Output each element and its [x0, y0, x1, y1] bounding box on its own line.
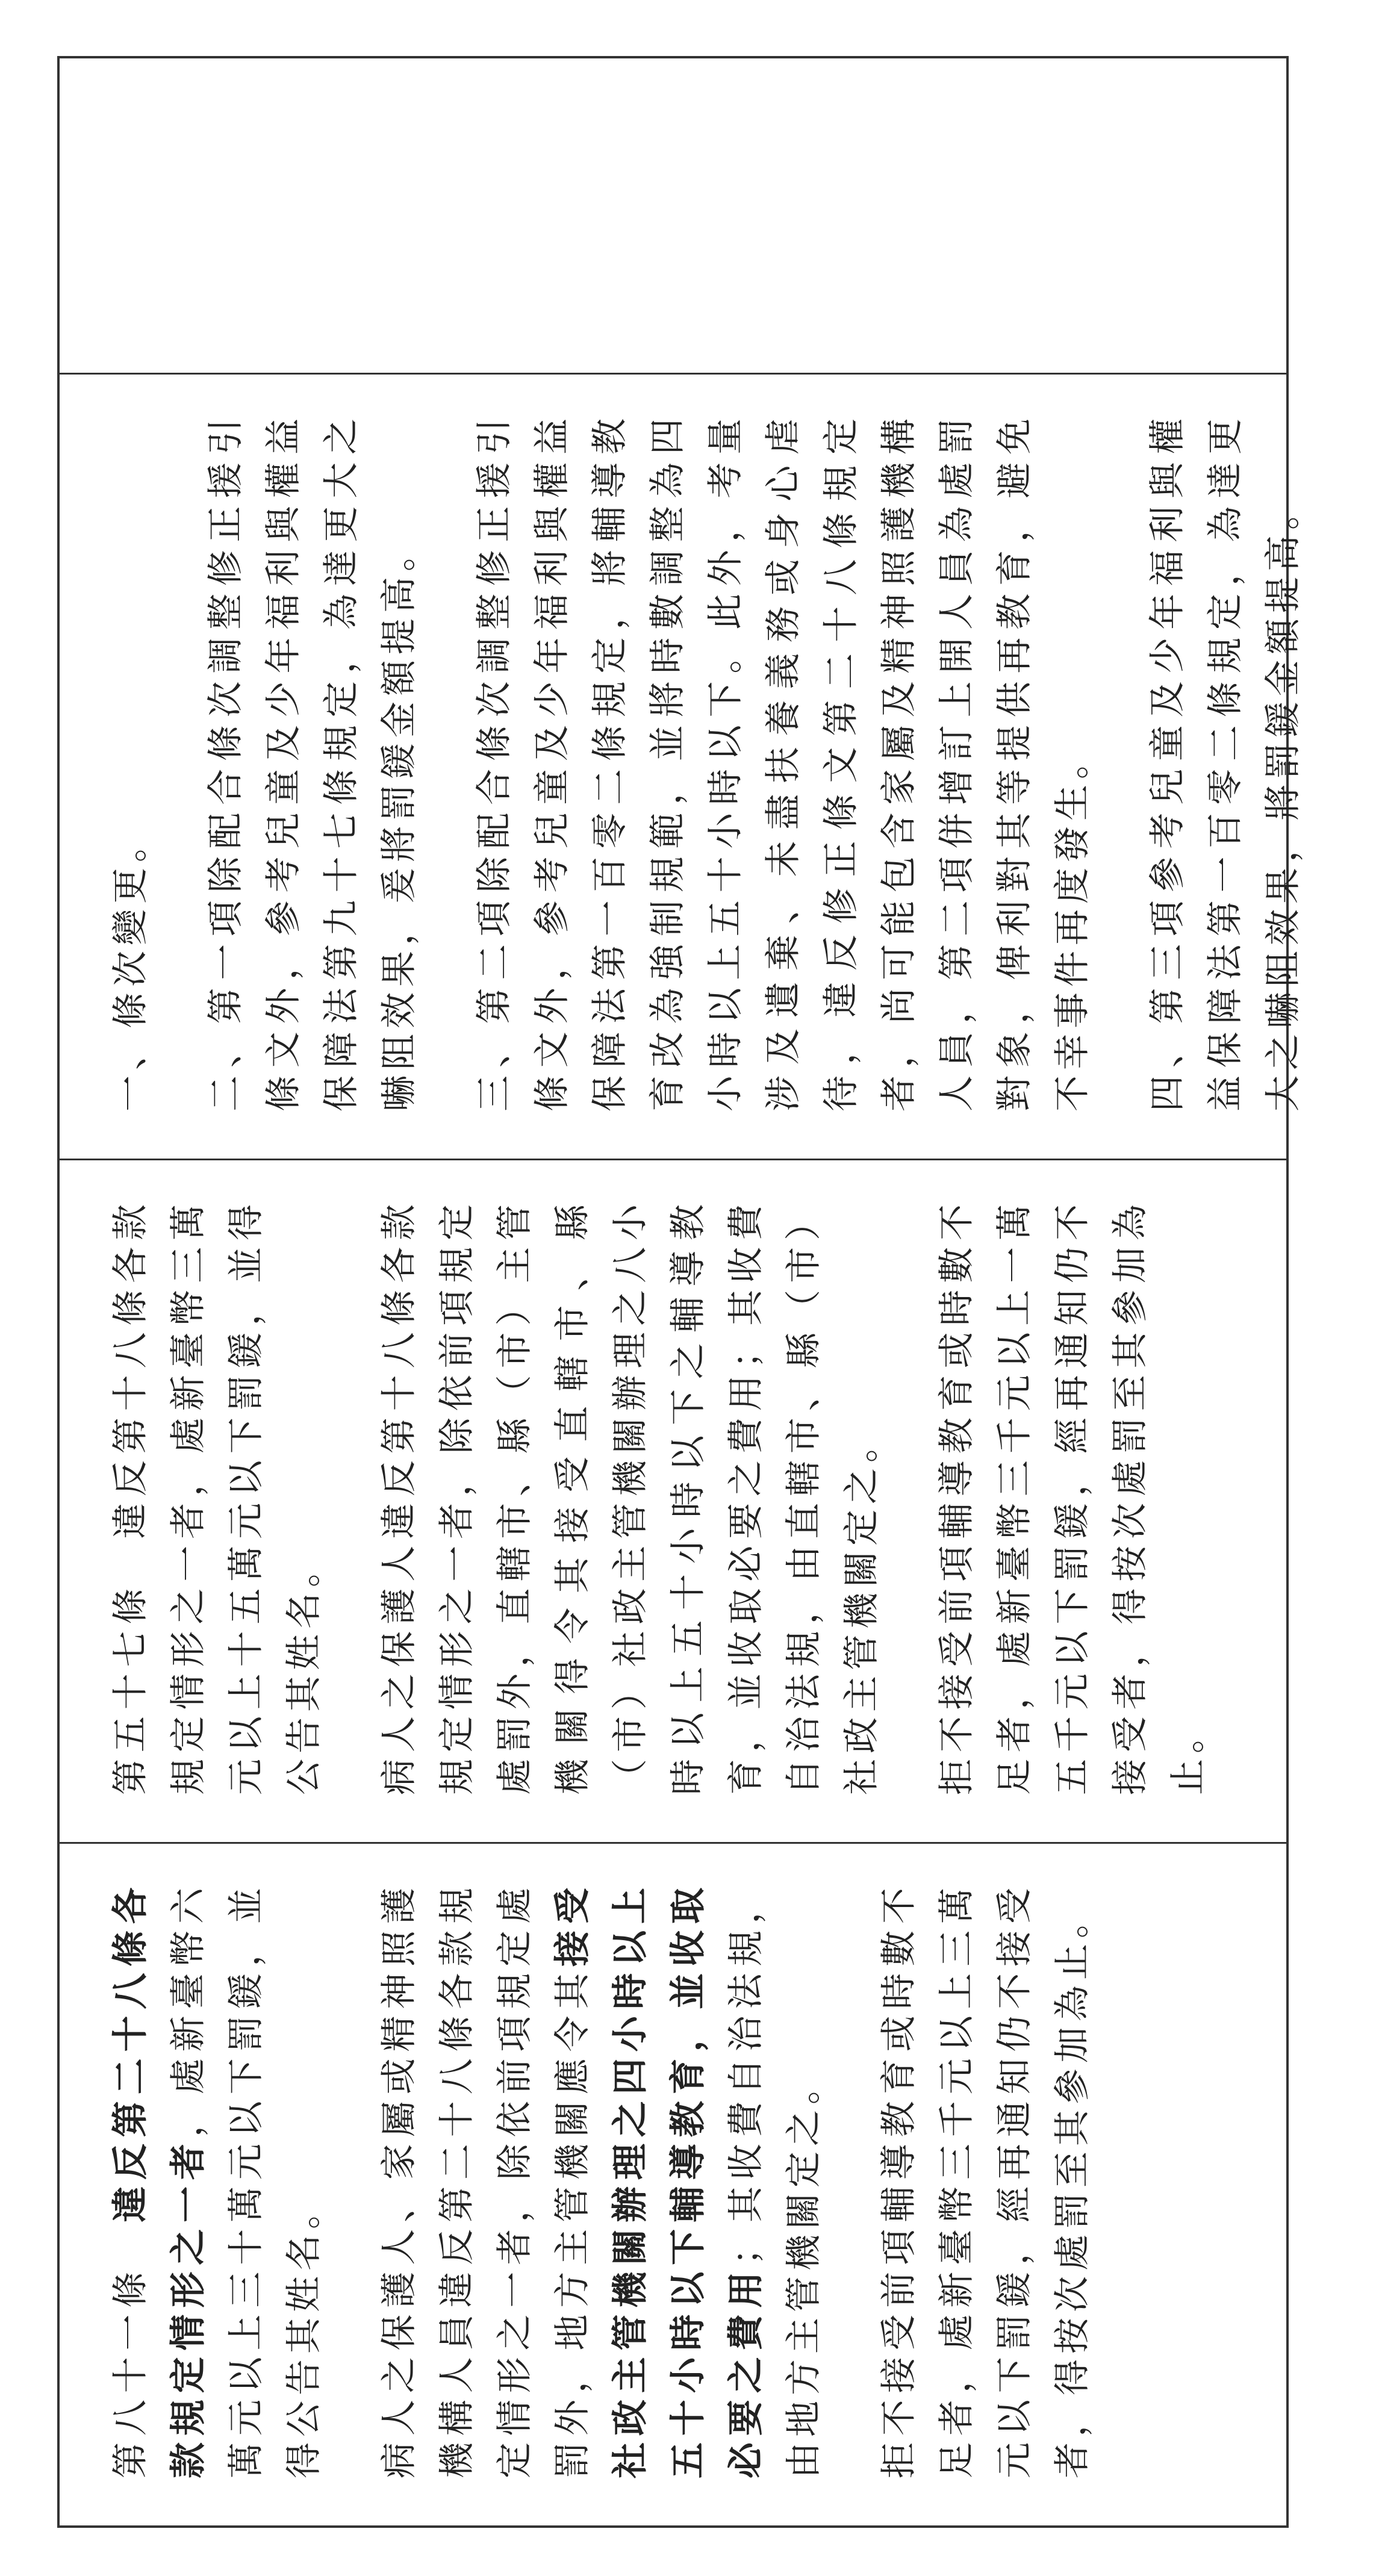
text: 四、第三項參考兒童及少年福利與權益保障法第一百零二條規定，為達更大之嚇阻效果，將罰鍰金額提高。 [1147, 413, 1304, 1112]
paragraph [102, 413, 160, 1112]
text: ；其收費自治法規，由地方主管機關定之。 [725, 1882, 825, 2478]
bold-text: 接受社政主管機關辦理之四小時以上五十小時以下輔導教育，並收取必要之費用 [552, 1882, 767, 2478]
empty-column [60, 58, 1286, 373]
text: 病人之保護人違反第十八條各款規定情形之一者，除依前項規定處罰外，直轄市、縣（市）主管機關得令其接受直轄市、縣（市）社政主管機關辦理之八小時以上五十小時以下之輔導教育，並收取必要之費用；其收費自治法規，由直轄市、縣（市）社政主管機關定之。 [378, 1199, 883, 1795]
explanation-column [60, 373, 1304, 1159]
paragraph [1139, 413, 1312, 1112]
paragraph [465, 413, 1101, 1112]
paragraph [102, 1199, 333, 1795]
text: 第五十七條 違反第十八條各款規定情形之一者，處新臺幣三萬元以上十五萬元以下罰鍰，並得公告其姓名。 [110, 1199, 325, 1795]
paragraph [928, 1199, 1217, 1795]
text: ，處新臺幣六萬元以上三十萬元以下罰鍰，並得公告其姓名。 [167, 1882, 325, 2478]
current-article-column [60, 1159, 1286, 1842]
text: 二、第一項除配合條次調整修正援引條文外，參考兒童及少年福利與權益保障法第九十七條規定，為達更大之嚇阻效果，爰將罰鍰金額提高。 [205, 413, 420, 1112]
bold-text: 違反第二十八條各款規定情形之一者 [110, 1882, 210, 2478]
text: 病人之保護人、家屬或精神照護機構人員違反第二十八條各款規定情形之一者，除依前項規定處罰外，地方主管機關應令其 [378, 1882, 594, 2478]
text: 三、第二項除配合條次調整修正援引條文外，參考兒童及少年福利與權益保障法第一百零二條規定，將輔導教育改為強制規範，並將時數調整為四小時以上五十小時以下。此外，考量涉及遺棄、未盡扶養義務或身心虐待，違反修正條文第二十八條規定者，尚可能包含家屬及精神照護機構人員，第二項併增訂上開人員為處罰對象，俾利對其等提供再教育，避免不幸事件再度發生。 [473, 413, 1094, 1112]
paragraph [370, 1199, 891, 1795]
text: 拒不接受前項輔導教育或時數不足者，處新臺幣三千元以上三萬元以下罰鍰，經再通知仍不接受者，得按次處罰至其參加為止。 [878, 1882, 1094, 2478]
amended-article-column [60, 1842, 1286, 2525]
paragraph [370, 1882, 833, 2478]
paragraph [197, 413, 428, 1112]
text: 第八十一條 [110, 2222, 152, 2478]
text: 一、條次變更。 [110, 821, 152, 1112]
paragraph [870, 1882, 1101, 2478]
paragraph [102, 1882, 333, 2478]
amendment-comparison-table [57, 56, 1304, 2528]
text: 拒不接受前項輔導教育或時數不足者，處新臺幣三千元以上一萬五千元以下罰鍰，經再通知仍不接受者，得按次處罰至其參加為止。 [936, 1199, 1209, 1795]
